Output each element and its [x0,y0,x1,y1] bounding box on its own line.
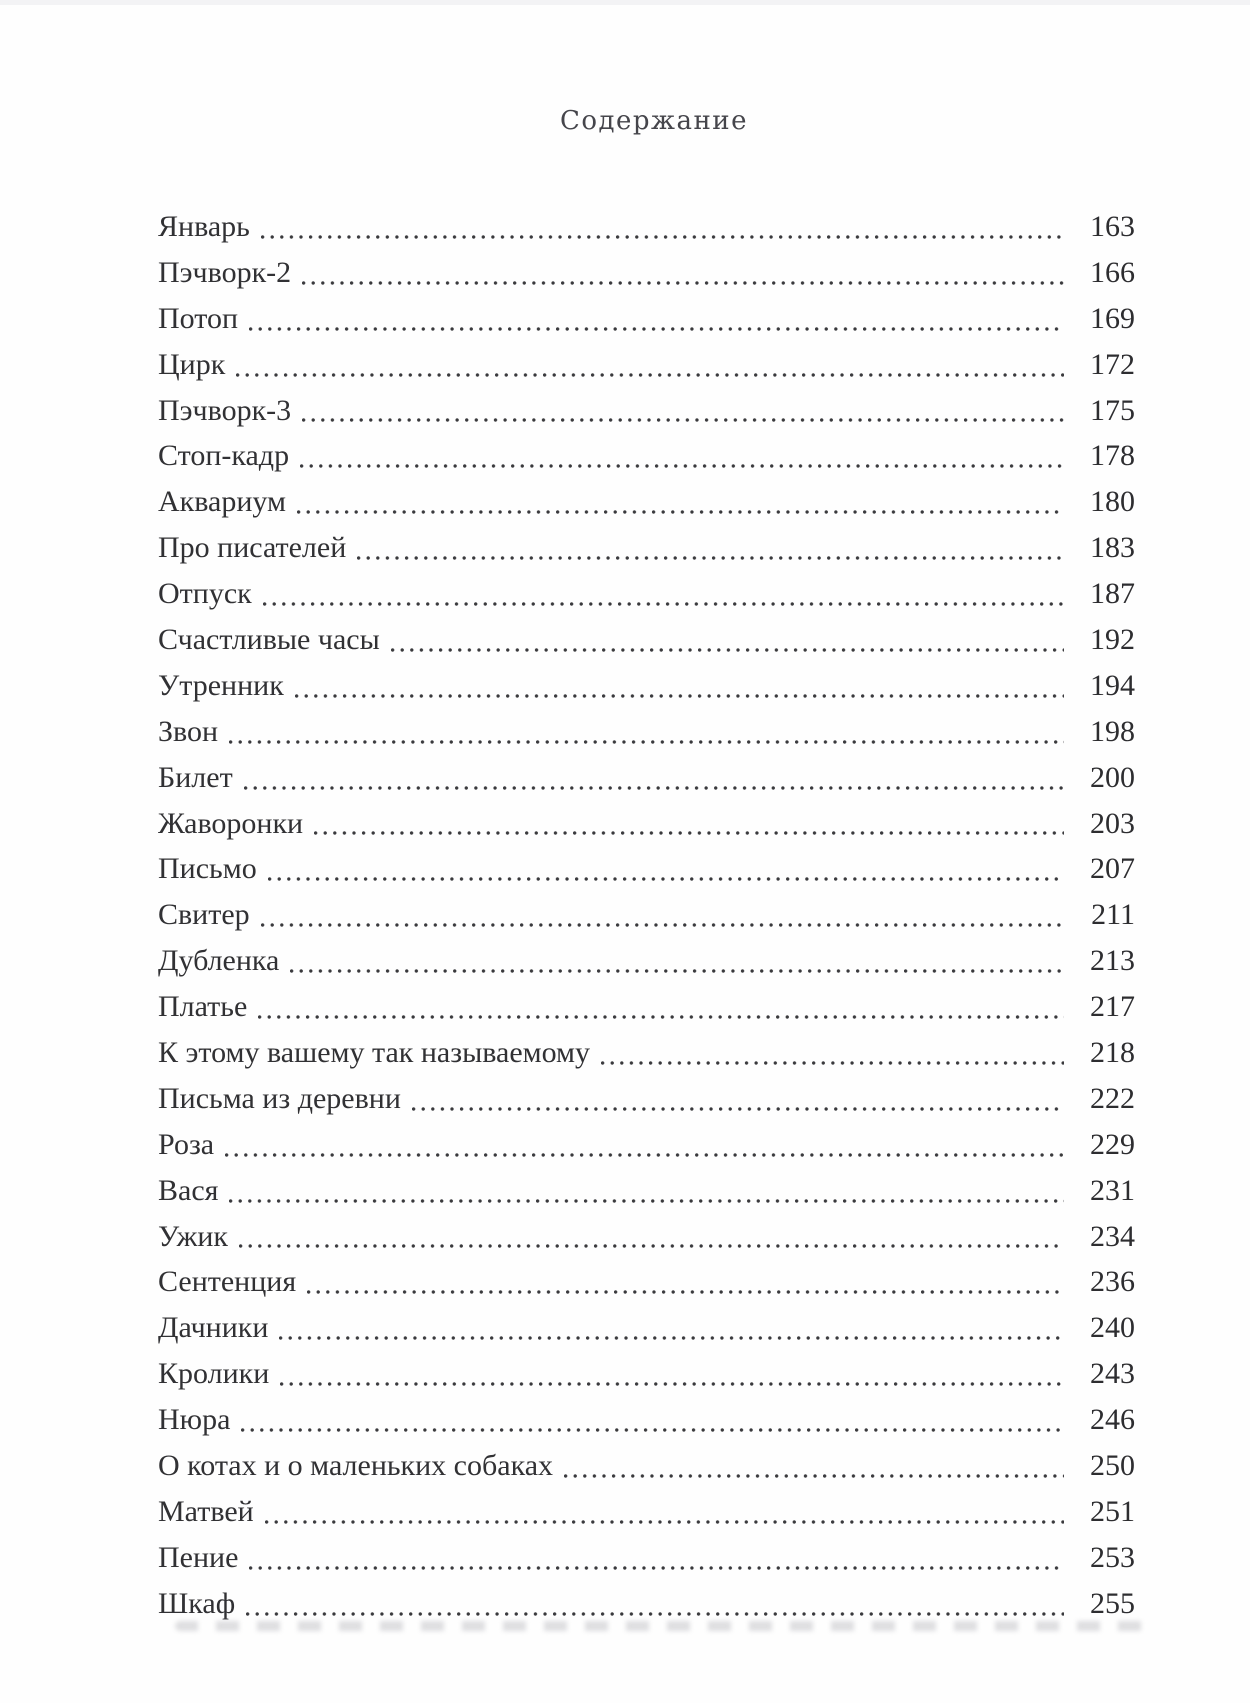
toc-entry-page: 253 [1090,1540,1135,1574]
toc-entry-page: 178 [1090,439,1135,473]
toc-entry [158,801,1135,847]
toc-entry [158,846,1135,892]
toc-entry [158,571,1135,617]
toc-entry-title: Ужик [158,1219,228,1253]
dot-leader [249,1566,1064,1570]
toc-entry-title: Вася [158,1173,219,1207]
toc-entry-title: Пение [158,1540,239,1574]
toc-entry-title: Письмо [158,852,257,886]
dot-leader [263,602,1064,606]
toc-entry-title: Аквариум [158,485,286,519]
toc-entry-page: 217 [1090,990,1135,1024]
toc-entry-page: 166 [1090,255,1135,289]
toc-entry [158,892,1135,938]
dot-leader [258,1015,1064,1019]
toc-entry-page: 211 [1091,898,1135,932]
toc-entry-page: 218 [1090,1036,1135,1070]
dot-leader [279,1336,1064,1340]
dot-leader [412,1107,1064,1111]
toc-entry [158,1535,1135,1581]
toc-entry [158,1214,1135,1260]
toc-entry-title: Пэчворк-3 [158,393,292,427]
dot-leader [297,510,1064,514]
toc-entry-page: 229 [1090,1127,1135,1161]
toc-entry-title: Билет [158,760,233,794]
toc-entry-page: 243 [1090,1357,1135,1391]
dot-leader [314,831,1064,835]
toc-entry-page: 183 [1090,531,1135,565]
toc-entry [158,525,1135,571]
dot-leader [280,1382,1064,1386]
toc-entry-page: 213 [1090,944,1135,978]
toc-title: Содержание [559,106,749,136]
toc-entry-page: 251 [1090,1494,1135,1528]
toc-entry-page: 236 [1090,1265,1135,1299]
toc-entry [158,1076,1135,1122]
toc-entry [158,617,1135,663]
toc-entry [158,755,1135,801]
toc-entry-page: 187 [1090,577,1135,611]
toc-entry-page: 163 [1090,210,1135,243]
toc-entry-title: Дачники [158,1311,269,1345]
toc-entry [158,1581,1135,1627]
toc-entry-page: 250 [1090,1449,1135,1483]
dot-leader [265,1520,1064,1524]
dot-leader [261,923,1064,927]
toc-entry [158,433,1135,479]
toc-entry-title: Сентенция [158,1265,297,1299]
toc-entry-title: Звон [158,714,219,748]
toc-entry [158,250,1135,296]
dot-leader [229,1199,1064,1203]
toc-entry [158,1489,1135,1535]
toc-entry-title: Свитер [158,898,250,932]
dot-leader [261,235,1064,239]
toc-entry [158,479,1135,525]
toc-entry-page: 207 [1090,852,1135,886]
toc-entry [158,1122,1135,1168]
toc-entry-title: Потоп [158,301,239,335]
toc-entry-title: Счастливые часы [158,623,380,657]
next-page-showthrough [175,1621,1145,1631]
dot-leader [295,694,1064,698]
toc-entry [158,204,1135,250]
toc-entry-page: 172 [1090,347,1135,381]
dot-leader [246,1612,1064,1616]
toc-entry-page: 169 [1090,301,1135,335]
toc-entry-page: 198 [1090,714,1135,748]
toc-entry-title: К этому вашему так называемому [158,1036,591,1070]
dot-leader [290,969,1064,973]
toc-entry-page: 255 [1090,1586,1135,1620]
toc-entry-title: Пэчворк-2 [158,255,292,289]
toc-entry-page: 203 [1090,806,1135,840]
toc-entry [158,1259,1135,1305]
toc-entry-page: 240 [1090,1311,1135,1345]
toc-entry-title: Утренник [158,668,284,702]
toc-entry [158,388,1135,434]
page-top-edge-shadow [0,0,1250,5]
toc-entry-title: Отпуск [158,577,252,611]
toc-entry [158,1168,1135,1214]
toc-entry [158,663,1135,709]
toc-entry [158,1305,1135,1351]
toc-entry-title: Матвей [158,1494,254,1528]
toc-entry-page: 231 [1090,1173,1135,1207]
dot-leader [249,327,1064,331]
toc-entry [158,1397,1135,1443]
dot-leader [244,786,1064,790]
toc-entry-title: Жаворонки [158,806,304,840]
toc-entry-page: 234 [1090,1219,1135,1253]
toc-entry-page: 200 [1090,760,1135,794]
dot-leader [225,1153,1064,1157]
toc-entry [158,1351,1135,1397]
toc-entry-title: Шкаф [158,1586,236,1620]
toc-entry [158,1030,1135,1076]
dot-leader [302,418,1064,422]
toc-entry-title: Роза [158,1127,215,1161]
toc-entry-page: 180 [1090,485,1135,519]
dot-leader [601,1061,1064,1065]
toc-entry-title: Цирк [158,347,226,381]
toc-entry-page: 175 [1090,393,1135,427]
toc-entry [158,1443,1135,1489]
toc-entry-title: Стоп-кадр [158,439,290,473]
dot-leader [307,1290,1064,1294]
toc-entry-page: 194 [1090,668,1135,702]
dot-leader [300,464,1064,468]
toc-entry [158,709,1135,755]
toc-list [158,204,1135,1627]
dot-leader [357,556,1064,560]
toc-entry-title: Кролики [158,1357,270,1391]
dot-leader [239,1244,1064,1248]
dot-leader [241,1428,1064,1432]
toc-entry [158,938,1135,984]
dot-leader [268,877,1064,881]
toc-entry-page: 222 [1090,1081,1135,1115]
toc-entry-title: О котах и о маленьких собаках [158,1449,554,1483]
toc-entry [158,342,1135,388]
dot-leader [391,648,1064,652]
toc-entry-title: Письма из деревни [158,1081,401,1115]
dot-leader [229,740,1064,744]
dot-leader [564,1474,1064,1478]
toc-entry-title: Нюра [158,1403,231,1437]
toc-entry-page: 246 [1090,1403,1135,1437]
toc-entry-page: 192 [1090,623,1135,657]
toc-entry-title: Дубленка [158,944,280,978]
toc-entry [158,984,1135,1030]
dot-leader [236,373,1064,377]
toc-entry-title: Январь [158,210,250,243]
toc-entry-title: Про писателей [158,531,347,565]
toc-entry [158,296,1135,342]
toc-entry-title: Платье [158,990,248,1024]
dot-leader [302,281,1064,285]
